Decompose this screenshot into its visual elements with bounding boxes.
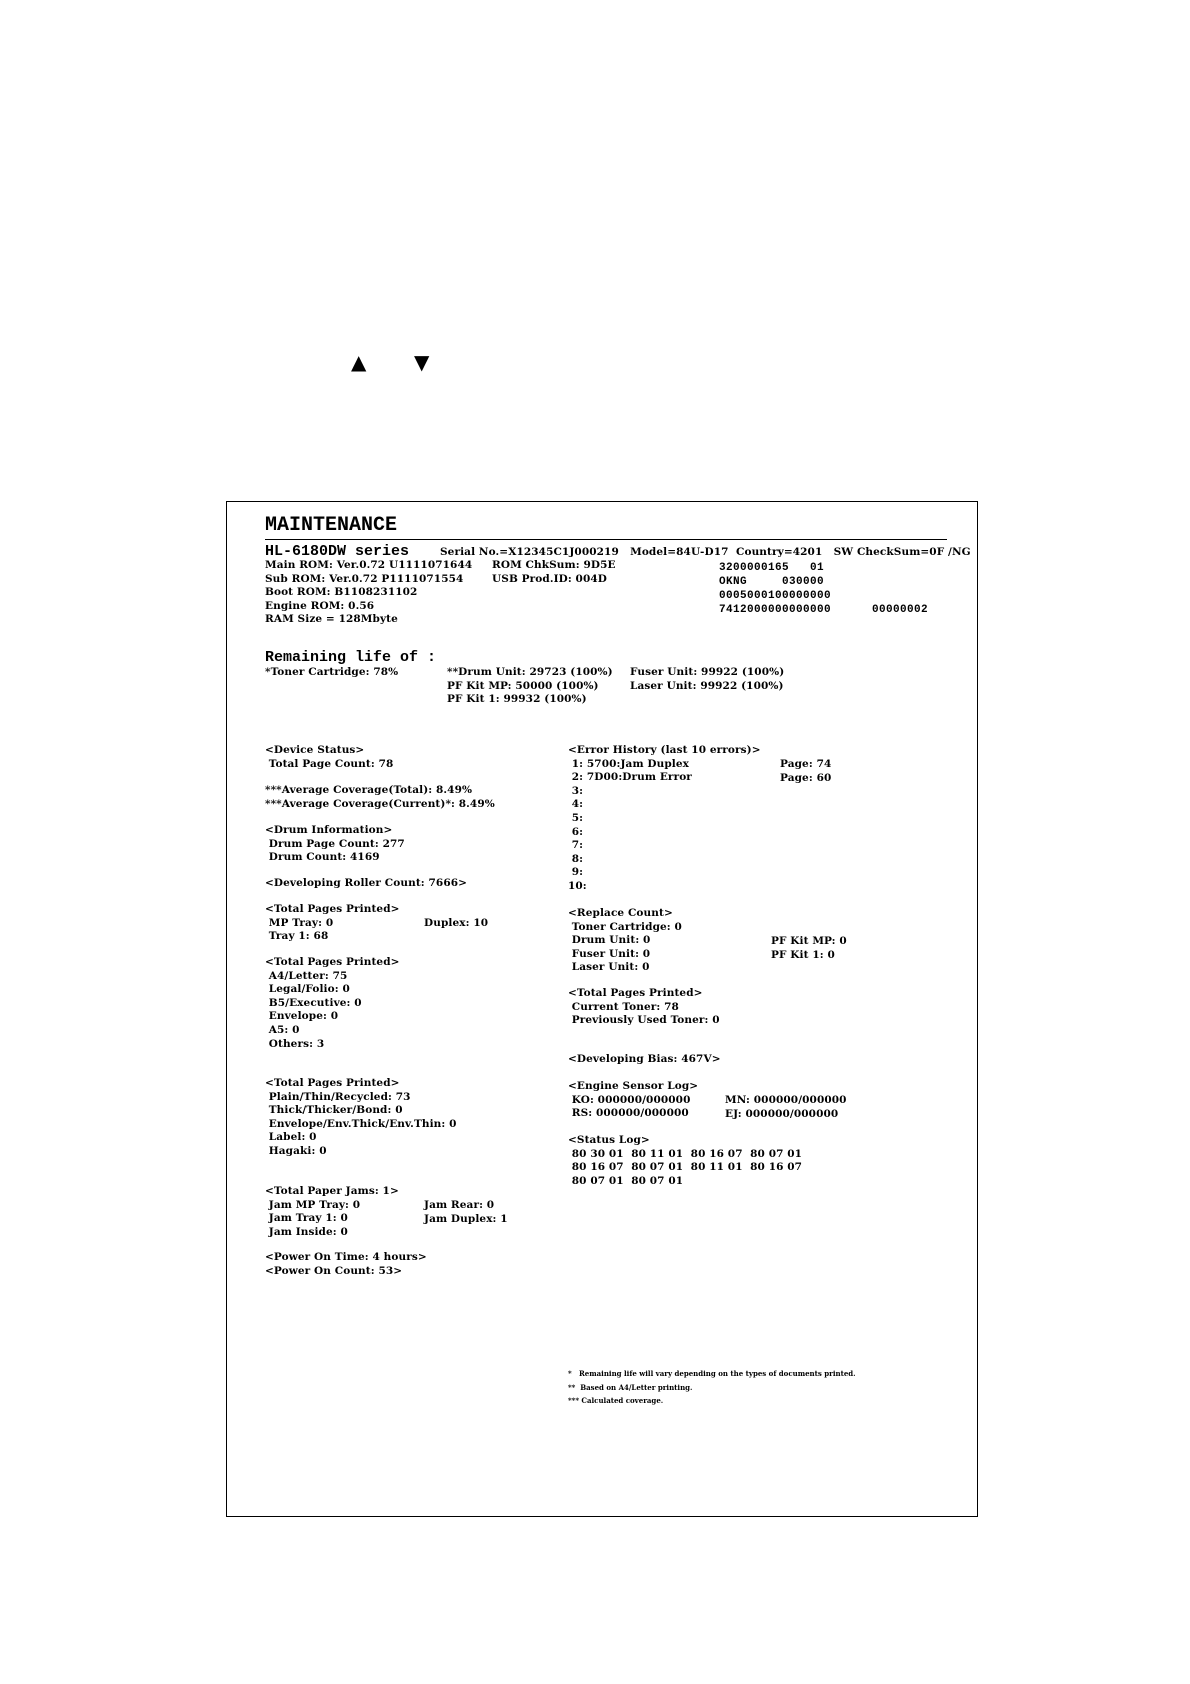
total-pages-by-media: <Total Pages Printed> Plain/Thin/Recycled: 73 Thick/Thicker/Bond: 0 Envelope/Env.Thick/Env.Thin: 0 Label: 0 Hagaki: 0 <box>265 1077 457 1157</box>
developing-bias: <Developing Bias: 467V> <box>568 1053 721 1065</box>
status-log: <Status Log> 80 30 01 80 11 01 80 16 07 80 07 01 80 16 07 80 07 01 80 11 01 80 16 07 80 07 01 80 07 01 <box>568 1134 803 1187</box>
total-paper-jams: <Total Paper Jams: 1> Jam MP Tray: 0 Jam Tray 1: 0 Jam Inside: 0 <box>265 1185 399 1238</box>
error-history-pages: Page: 74 Page: 60 <box>780 758 832 784</box>
down-arrow-icon: ▼ <box>414 350 430 374</box>
rom-info: Main ROM: Ver.0.72 U1111071644 Sub ROM: Ver.0.72 P1111071554 Boot ROM: B1108231102 Engine ROM: 0.56 RAM Size = 128Mbyte <box>265 559 473 626</box>
engine-sensor-log: <Engine Sensor Log> KO: 000000/000000 RS: 000000/000000 <box>568 1080 699 1120</box>
paper-jams-rear-duplex: Jam Rear: 0 Jam Duplex: 1 <box>424 1199 508 1225</box>
developing-roller-count: <Developing Roller Count: 7666> <box>265 877 468 889</box>
total-pages-toner: <Total Pages Printed> Current Toner: 78 Previously Used Toner: 0 <box>568 987 720 1027</box>
report-title: MAINTENANCE <box>265 514 398 537</box>
total-pages-by-tray: <Total Pages Printed> MP Tray: 0 Tray 1: 68 <box>265 903 400 943</box>
device-status: <Device Status> Total Page Count: 78 <box>265 744 394 770</box>
average-coverage: ***Average Coverage(Total): 8.49% ***Average Coverage(Current)*: 8.49% <box>265 784 495 810</box>
footnotes: * Remaining life will vary depending on the types of documents printed. ** Based on A4/Letter printing. *** Calculated coverage. <box>568 1369 856 1405</box>
toner-remaining: *Toner Cartridge: 78% <box>265 666 399 678</box>
error-history: <Error History (last 10 errors)> 1: 5700:Jam Duplex 2: 7D00:Drum Error 3: 4: 5: 6: 7: 8: 9: 10: <box>568 744 761 892</box>
title-divider <box>265 539 947 540</box>
duplex-pages: Duplex: 10 <box>424 917 489 929</box>
up-arrow-icon: ▲ <box>351 350 367 374</box>
remaining-life-drum-pf: **Drum Unit: 29723 (100%) PF Kit MP: 50000 (100%) PF Kit 1: 99932 (100%) <box>447 666 613 706</box>
engine-sensor-log-mn-ej: MN: 000000/000000 EJ: 000000/000000 <box>725 1094 847 1120</box>
header-info: Serial No.=X12345C1J000219 Model=84U-D17 Country=4201 SW CheckSum=0F /NG <box>440 546 971 558</box>
replace-count: <Replace Count> Toner Cartridge: 0 Drum Unit: 0 Fuser Unit: 0 Laser Unit: 0 <box>568 907 682 974</box>
power-info: <Power On Time: 4 hours> <Power On Count: 53> <box>265 1251 427 1277</box>
remaining-life-title: Remaining life of : <box>265 649 437 666</box>
drum-information: <Drum Information> Drum Page Count: 277 Drum Count: 4169 <box>265 824 405 864</box>
maintenance-code-extra: 00000002 <box>872 604 929 616</box>
remaining-life-fuser-laser: Fuser Unit: 99922 (100%) Laser Unit: 99922 (100%) <box>630 666 785 692</box>
total-pages-by-size: <Total Pages Printed> A4/Letter: 75 Legal/Folio: 0 B5/Executive: 0 Envelope: 0 A5: 0 Others: 3 <box>265 956 400 1050</box>
replace-count-pf-kits: PF Kit MP: 0 PF Kit 1: 0 <box>771 935 847 961</box>
rom-checksum-info: ROM ChkSum: 9D5E USB Prod.ID: 004D <box>492 559 616 585</box>
maintenance-report <box>226 501 978 1517</box>
model-name: HL-6180DW series <box>265 543 410 560</box>
maintenance-codes: 3200000165 01 OKNG 030000 0005000100000000 7412000000000000 <box>719 562 832 616</box>
